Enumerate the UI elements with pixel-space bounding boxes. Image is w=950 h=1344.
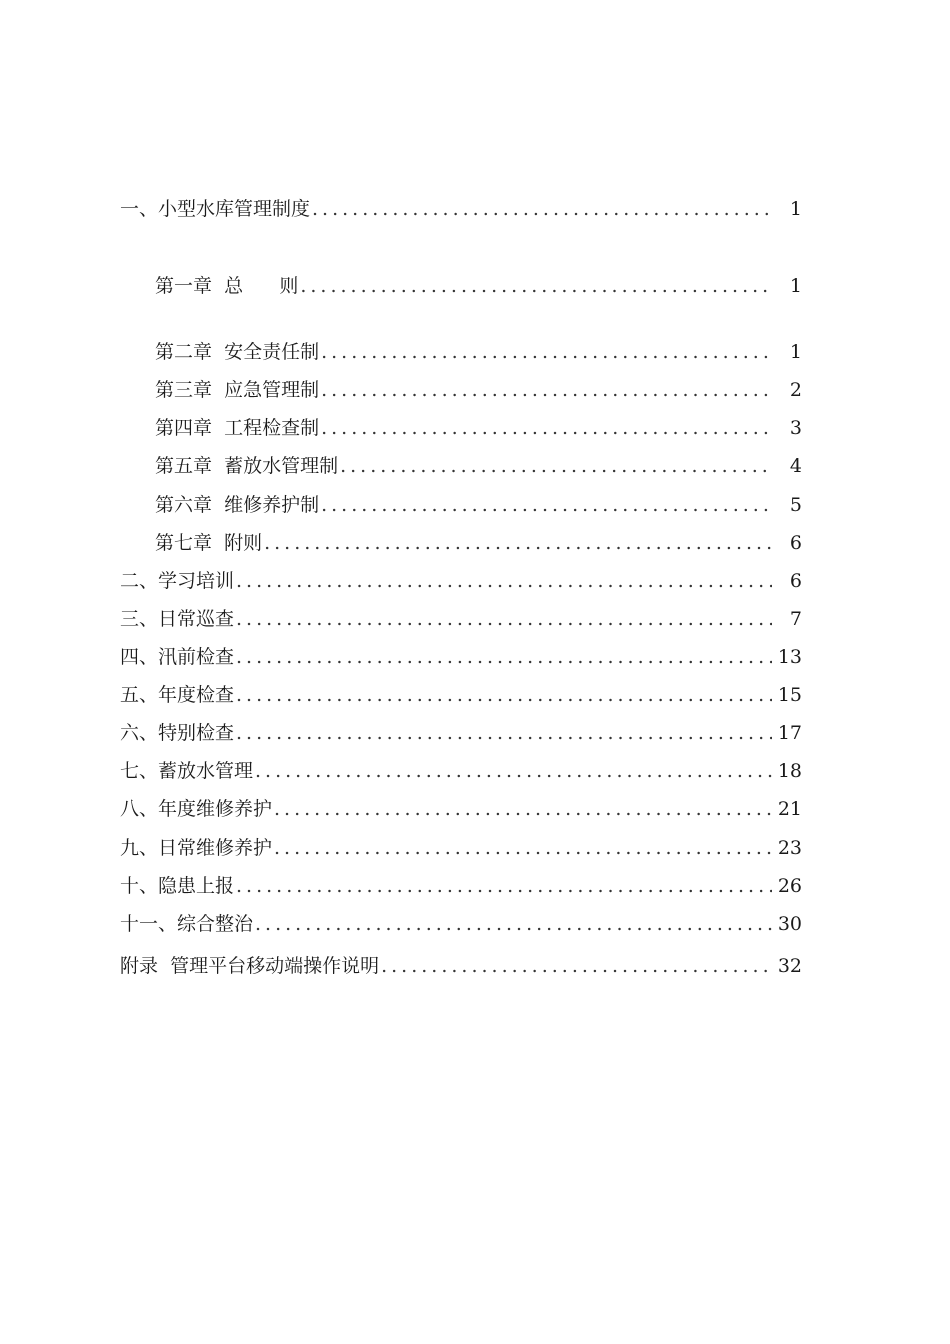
toc-entry-label: 五、年度检查 (120, 684, 235, 706)
toc-page-number: 21 (777, 798, 802, 820)
toc-entry[interactable] (120, 721, 802, 745)
toc-dot-leader (236, 569, 772, 593)
toc-page-number: 18 (777, 760, 802, 782)
toc-entry[interactable] (120, 683, 802, 707)
toc-entry-label: 附录 管理平台移动端操作说明 (120, 955, 380, 977)
toc-dot-leader (340, 454, 772, 478)
toc-entry[interactable] (120, 912, 802, 936)
toc-entry-label: 第四章 工程检查制 (155, 417, 320, 439)
toc-entry-label: 一、小型水库管理制度 (120, 198, 311, 220)
toc-page-number: 7 (789, 608, 802, 630)
toc-page-number: 30 (777, 913, 802, 935)
toc-entry[interactable] (120, 797, 802, 821)
toc-page-number: 13 (777, 646, 802, 668)
toc-entry-label: 第二章 安全责任制 (155, 341, 320, 363)
toc-entry[interactable] (155, 378, 802, 402)
toc-entry-label: 十、隐患上报 (120, 875, 235, 897)
toc-page-number: 1 (789, 198, 802, 220)
toc-dot-leader (236, 683, 772, 707)
toc-dot-leader (321, 340, 772, 364)
toc-dot-leader (236, 607, 772, 631)
toc-dot-leader (274, 797, 772, 821)
toc-dot-leader (255, 912, 772, 936)
toc-entry-label: 四、汛前检查 (120, 646, 235, 668)
toc-page-number: 2 (789, 379, 802, 401)
toc-dot-leader (274, 836, 772, 860)
toc-page-number: 6 (789, 532, 802, 554)
toc-entry[interactable] (155, 454, 802, 478)
toc-entry[interactable] (155, 531, 802, 555)
toc-entry-label: 二、学习培训 (120, 570, 235, 592)
toc-dot-leader (381, 954, 772, 978)
toc-entry-label: 六、特别检查 (120, 722, 235, 744)
toc-page-number: 3 (789, 417, 802, 439)
toc-dot-leader (236, 721, 772, 745)
toc-dot-leader (300, 274, 772, 298)
toc-dot-leader (264, 531, 772, 555)
toc-dot-leader (321, 493, 772, 517)
toc-page-number: 1 (789, 341, 802, 363)
toc-entry-label: 第一章 总 则 (155, 275, 299, 297)
toc-page-number: 1 (789, 275, 802, 297)
toc-page-number: 17 (777, 722, 802, 744)
toc-entry[interactable] (120, 836, 802, 860)
toc-entry[interactable] (155, 274, 802, 298)
toc-dot-leader (236, 645, 772, 669)
toc-page-number: 23 (777, 837, 802, 859)
toc-dot-leader (236, 874, 772, 898)
toc-dot-leader (312, 197, 772, 221)
toc-entry-label: 第三章 应急管理制 (155, 379, 320, 401)
toc-entry[interactable] (120, 759, 802, 783)
toc-page-number: 15 (777, 684, 802, 706)
toc-dot-leader (321, 378, 772, 402)
toc-entry-label: 三、日常巡查 (120, 608, 235, 630)
toc-entry[interactable] (155, 493, 802, 517)
toc-entry-label: 七、蓄放水管理 (120, 760, 254, 782)
toc-entry[interactable] (120, 954, 802, 978)
toc-page-number: 32 (777, 955, 802, 977)
toc-entry[interactable] (120, 607, 802, 631)
toc-entry[interactable] (120, 874, 802, 898)
toc-entry[interactable] (155, 340, 802, 364)
toc-page-number: 4 (789, 455, 802, 477)
toc-entry[interactable] (120, 645, 802, 669)
toc-dot-leader (255, 759, 772, 783)
toc-entry[interactable] (155, 416, 802, 440)
toc-entry-label: 第七章 附则 (155, 532, 263, 554)
toc-entry[interactable] (120, 569, 802, 593)
toc-page-number: 5 (789, 494, 802, 516)
toc-entry-label: 九、日常维修养护 (120, 837, 273, 859)
toc-page-number: 26 (777, 875, 802, 897)
toc-dot-leader (321, 416, 772, 440)
toc-page-number: 6 (789, 570, 802, 592)
toc-entry-label: 八、年度维修养护 (120, 798, 273, 820)
toc-entry-label: 第五章 蓄放水管理制 (155, 455, 339, 477)
toc-entry[interactable] (120, 197, 802, 221)
toc-entry-label: 十一、综合整治 (120, 913, 254, 935)
toc-entry-label: 第六章 维修养护制 (155, 494, 320, 516)
